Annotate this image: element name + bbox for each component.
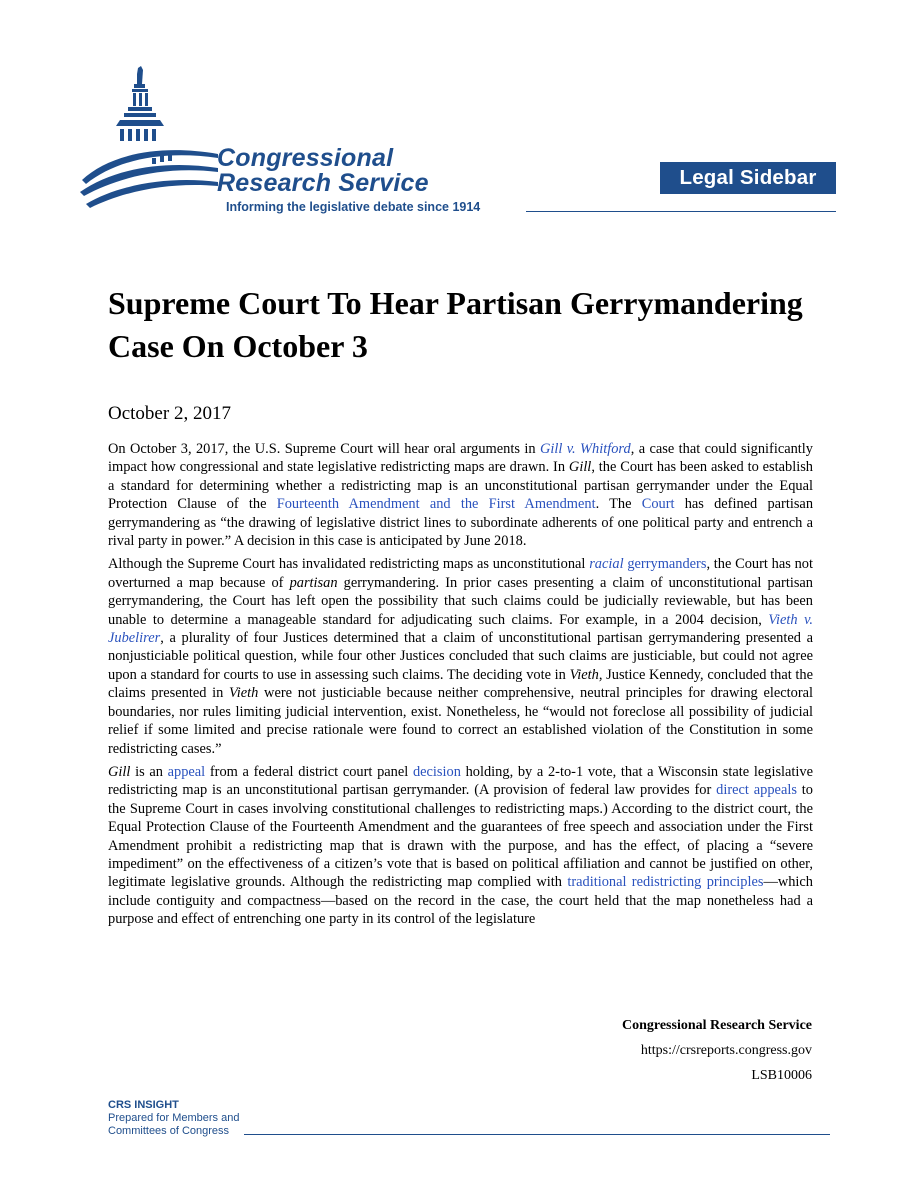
page-header	[80, 62, 840, 222]
case-name: Vieth	[229, 685, 259, 702]
link-appeal[interactable]: appeal	[167, 763, 206, 780]
text: , the Court has not overturned a map because of	[108, 556, 814, 591]
crs-insight-block	[108, 1099, 239, 1138]
footer-url: https://crsreports.congress.gov	[640, 1043, 812, 1058]
footer-code: LSB10006	[751, 1068, 812, 1083]
case-name: Gill	[108, 763, 131, 780]
link-fourteenth-amendment[interactable]: Fourteenth Amendment	[276, 496, 420, 513]
text	[420, 496, 430, 512]
tagline: Informing the legislative debate since 1914	[226, 200, 481, 214]
text: , a plurality of four Justices determined that a claim of unconstitutional partisan gerrymandering presented a nonjusticiable political question, while four other Justices concluded that such claims are justiciable, but could not agree upon a standard for courts to use in assessing such claims. The deciding vote in	[108, 630, 813, 683]
insight-title: CRS INSIGHT	[108, 1099, 179, 1111]
paragraph-1	[108, 440, 813, 550]
text: , a case that could significantly impact how congressional and state legislative redistricting maps are drawn. In	[108, 441, 813, 476]
case-name: Gill	[568, 459, 592, 476]
text: to the Supreme Court in cases involving constitutional challenges to redistricting maps.) According to the district court, the Equal Protection Clause of the Fourteenth Amendment and the guarantees of free speech and association under the First Amendment prohibit a redistricting map that is drawn with the purpose, and has the effect, of placing a “severe impediment” on the effectiveness of a citizen’s vote that is based on political affiliation and cannot be justified on other, legitimate legislative grounds. Although the redistricting map complied with	[108, 782, 814, 891]
text: . The	[595, 496, 642, 513]
link-traditional-redistricting-principles[interactable]: traditional redistricting principles	[567, 874, 764, 891]
link-court[interactable]: Court	[641, 496, 675, 513]
link-racial[interactable]: racial	[589, 556, 624, 573]
footer-rule	[244, 1134, 830, 1135]
paragraph-3	[108, 763, 813, 929]
org-name-wordmark	[217, 146, 429, 196]
emphasis: partisan	[289, 574, 338, 591]
org-name-line2: Research Service	[217, 169, 429, 197]
insight-line1: Prepared for Members and	[108, 1112, 240, 1124]
text: holding, by a 2-to-1 vote, that a Wisconsin state legislative redistricting map is an unconstitutional partisan gerrymander. (A provision of federal law provides for	[108, 763, 814, 799]
paragraph-2	[108, 555, 813, 757]
header-rule	[526, 211, 836, 212]
publication-date: October 2, 2017	[108, 403, 231, 424]
article-body	[108, 440, 813, 934]
case-name: Vieth,	[569, 666, 603, 683]
capitol-dome-icon	[80, 62, 220, 218]
link-decision[interactable]: decision	[412, 763, 461, 780]
text: has defined partisan gerrymandering as “the drawing of legislative district lines to subordinate adherents of one political party and entrench a rival party in power.” A decision in this case is anticipated by June 2018.	[108, 496, 814, 550]
org-name-line1: Congressional	[217, 144, 394, 172]
text: Although the Supreme Court has invalidated redistricting maps as unconstitutional	[108, 556, 590, 573]
page-title: Supreme Court To Hear Partisan Gerrymandering Case On October 3	[108, 285, 803, 364]
text: gerrymandering. In prior cases presenting a claim of unconstitutional partisan gerrymandering, the Court has left open the possibility that such claims could be judicially reviewable, but has been unable to determine a manageable standard for adjudicating such claims. For example, in a 2004 decision,	[108, 574, 813, 628]
text: is an	[130, 763, 168, 780]
link-gerrymanders[interactable]: gerrymanders	[627, 556, 707, 573]
text: , the Court has been asked to establish a standard for determining whether a redistricting map is an unconstitutional partisan gerrymander under the Equal Protection Clause of the	[108, 459, 813, 513]
text: were not justiciable because neither comprehensive, neutral principles for drawing electoral boundaries, nor rules limiting judicial intervention, exist. Nonetheless, he “would not foreclose all possibility of judicial relief if some limited and precise rationale were found to correct an established violation of the Constitution in some redistricting cases.”	[108, 685, 813, 757]
text: —which include contiguity and compactness—based on the record in the case, the court held that the map nonetheless had a purpose and effect of entrenching one party in its control of the legislature	[108, 874, 813, 928]
link-direct-appeals[interactable]: direct appeals	[716, 782, 797, 799]
text: from a federal district court panel	[205, 763, 413, 780]
link-vieth-v-jubelirer[interactable]: Vieth v. Jubelirer	[108, 611, 813, 647]
insight-line2: Committees of Congress	[108, 1125, 230, 1137]
footer-info	[622, 1013, 812, 1088]
text: On October 3, 2017, the U.S. Supreme Court will hear oral arguments in	[108, 441, 540, 457]
link-first-amendment[interactable]: and the First Amendment	[429, 496, 596, 513]
link-gill-v-whitford[interactable]: Gill v. Whitford	[539, 441, 631, 457]
footer-org: Congressional Research Service	[621, 1018, 812, 1033]
legal-sidebar-badge: Legal Sidebar	[660, 162, 836, 194]
text: Justice Kennedy, concluded that the claims presented in	[108, 666, 813, 702]
